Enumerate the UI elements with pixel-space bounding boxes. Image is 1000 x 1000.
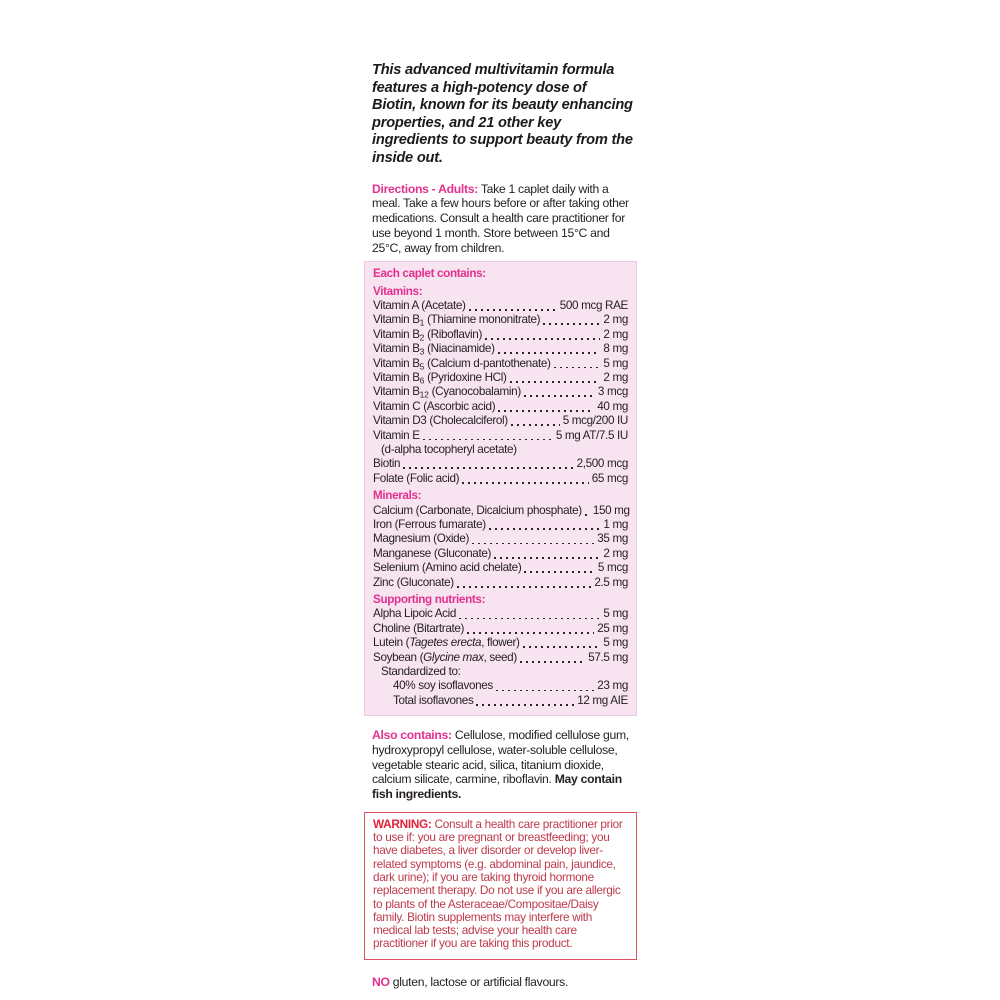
dot-leader [524,395,595,397]
nutrient-label: Vitamin E [373,428,420,442]
nutrient-value: 35 mg [597,532,628,546]
dot-leader [457,586,592,588]
dot-leader [469,309,557,311]
nutrient-row [373,429,628,443]
dot-leader [496,690,594,692]
also-contains-label: Also contains: [372,728,452,743]
nutrient-value: 2 mg [603,313,628,327]
footer-note [372,975,635,990]
nutrient-label: Choline (Bitartrate) [373,621,465,635]
dot-leader [511,424,560,426]
nutrient-value: 1 mg [603,518,628,531]
nutrient-row [373,679,628,693]
nutrient-value: 2 mg [603,546,628,560]
nutrient-label: (d-alpha tocopheryl acetate) [381,442,517,456]
nutrient-label: Vitamin $B_{12}$ (Cyanocobalamin) [373,385,521,400]
nutrient-label: Manganese (Gluconate) [373,546,492,560]
nutrient-row [373,518,628,532]
nutrient-value: 23 mg [597,679,628,693]
dot-leader [524,571,595,573]
dot-leader [472,543,594,545]
nutrient-value: 25 mg [597,621,628,635]
nutrient-row [373,414,628,428]
nutrient-label: Magnesium (Oxide) [373,532,470,546]
nutrient-row [373,651,628,665]
nutrient-value: 3 mcg [597,385,628,399]
nutrient-value: 5 mcg/200 IU [562,414,628,428]
dot-leader [459,618,600,620]
nutrient-row [373,400,628,414]
section-heading: Vitamins: [373,284,423,298]
nutrient-value: 2,500 mcg [576,457,628,471]
nutrient-label: Calcium (Carbonate, Dicalcium phosphate) [373,503,582,517]
nutrient-row [373,504,628,518]
warning-body: Consult a health care practitioner prior to use if: you are pregnant or breastfeeding; you have diabetes, a liver disorder or develop liver-related symptoms (e.g. abdominal pain, jaundice, dark urine); if you are taking thyroid hormone replacement therapy. Do not use if you are allergic to plants of the Asteraceae/Compositae/Daisy family. Biotin supplements may interfere with medical lab tests; advise your health care practitioner if you are taking this product. [373,816,623,951]
footer-body: gluten, lactose or artificial flavours. [392,974,569,989]
dot-leader [423,439,553,441]
nutrient-value: 2.5 mg [594,575,628,589]
nutrient-label: Vitamin $B_5$ (Calcium d-pantothenate) [373,356,551,372]
panel-title: Each caplet contains: [373,267,486,281]
nutrient-label: Selenium (Amino acid chelate) [373,561,522,575]
dot-leader [585,514,590,516]
directions-paragraph [372,182,635,257]
nutrient-label: Iron (Ferrous fumarate) [373,518,486,531]
nutrient-row [373,636,628,650]
dot-leader [498,352,601,354]
nutrient-row [373,472,628,486]
nutrient-value: 40 mg [597,399,628,413]
nutrient-label: Soybean (Glycine max, seed) [373,650,517,664]
dot-leader [520,661,585,663]
nutrient-value: 2 mg [603,327,628,341]
nutrient-value: 12 mg AIE [577,693,628,707]
nutrient-row [373,357,628,371]
dot-leader [523,646,601,648]
nutrient-label: Vitamin $B_3$ (Niacinamide) [373,342,495,357]
also-contains-body: Cellulose, modified cellulose gum, hydroxypropyl cellulose, water-soluble cellulose, vegetable stearic acid, silica, titanium dioxide, calcium silicate, carmine, riboflavin. [372,728,629,787]
nutrient-value: 8 mg [603,342,628,356]
nutrient-label: Vitamin D3 (Cholecalciferol) [373,414,508,428]
nutrient-value: 5 mg [603,356,628,370]
also-contains-paragraph [372,728,635,802]
nutrient-row [373,385,628,399]
nutrient-label: Zinc (Gluconate) [373,575,454,589]
nutrient-row [373,561,628,575]
nutrient-label: Vitamin $B_2$ (Riboflavin) [373,327,482,343]
dot-leader [489,528,601,530]
dot-leader [498,410,594,412]
nutrient-label: Standardized to: [381,665,461,679]
nutrient-value: 57.5 mg [588,650,628,664]
nutrient-label: Vitamin $B_1$ (Thiamine mononitrate) [373,313,541,328]
section-heading: Supporting nutrients: [373,593,486,607]
nutrient-value: 500 mcg RAE [559,298,628,312]
nutrient-row [373,622,628,636]
nutrient-label: Vitamin A (Acetate) [373,298,466,312]
dot-leader [403,467,573,469]
nutrient-row [373,607,628,621]
nutrient-row [373,443,628,457]
nutrient-row [373,328,628,342]
nutrient-value: 65 mcg [591,471,628,485]
nutrient-label: Folate (Folic acid) [373,471,460,485]
intro-text: This advanced multivitamin formula features a high-potency dose of Biotin, known for its beauty enhancing properties, and 21 other key ingredients to support beauty from the inside out. [372,62,633,166]
may-contain-note: May contain fish ingredients. [372,772,622,802]
nutrient-row [373,371,628,385]
dot-leader [494,557,600,559]
directions-body: Take 1 caplet daily with a meal. Take a few hours before or after taking other medications. Consult a health care practitioner for use beyond 1 month. Store between 15°C and 25°C, away from children. [372,181,629,256]
nutrient-label: 40% soy isoflavones [393,679,493,693]
nutrient-row [373,313,628,327]
nutrient-row [373,457,628,471]
nutrient-value: 5 mcg [597,561,628,575]
nutrient-value: 5 mg [603,636,628,650]
nutrient-label: Biotin [373,457,401,471]
directions-label: Directions - Adults: [372,181,478,196]
dot-leader [462,482,589,484]
nutrient-row [373,532,628,546]
dot-leader [510,381,601,383]
nutrient-row [373,665,628,679]
nutrient-label: Vitamin C (Ascorbic acid) [373,399,496,413]
nutrient-label: Lutein (Tagetes erecta, flower) [373,636,520,650]
supplement-facts-panel [364,261,637,716]
panel-sections [373,285,628,709]
dot-leader [485,338,600,340]
nutrient-row [373,576,628,590]
nutrient-row [373,547,628,561]
dot-leader [467,632,594,634]
section-heading: Minerals: [373,489,422,503]
warning-box [364,812,637,960]
nutrient-row [373,342,628,356]
nutrient-label: Alpha Lipoic Acid [373,607,457,621]
nutrient-value: 150 mg [592,503,630,517]
dot-leader [543,323,600,325]
nutrient-value: 5 mg AT/7.5 IU [555,428,628,442]
dot-leader [476,704,574,706]
nutrient-label: Vitamin $B_6$ (Pyridoxine HCl) [373,370,507,386]
label-column [364,0,637,989]
dot-leader [554,367,601,369]
nutrient-value: 2 mg [603,370,628,384]
nutrient-label: Total isoflavones [393,693,474,707]
nutrient-value: 5 mg [603,607,628,621]
nutrient-row [373,299,628,313]
footer-no-label: NO [372,974,390,989]
nutrient-row [373,694,628,708]
warning-label: WARNING: [373,816,432,831]
